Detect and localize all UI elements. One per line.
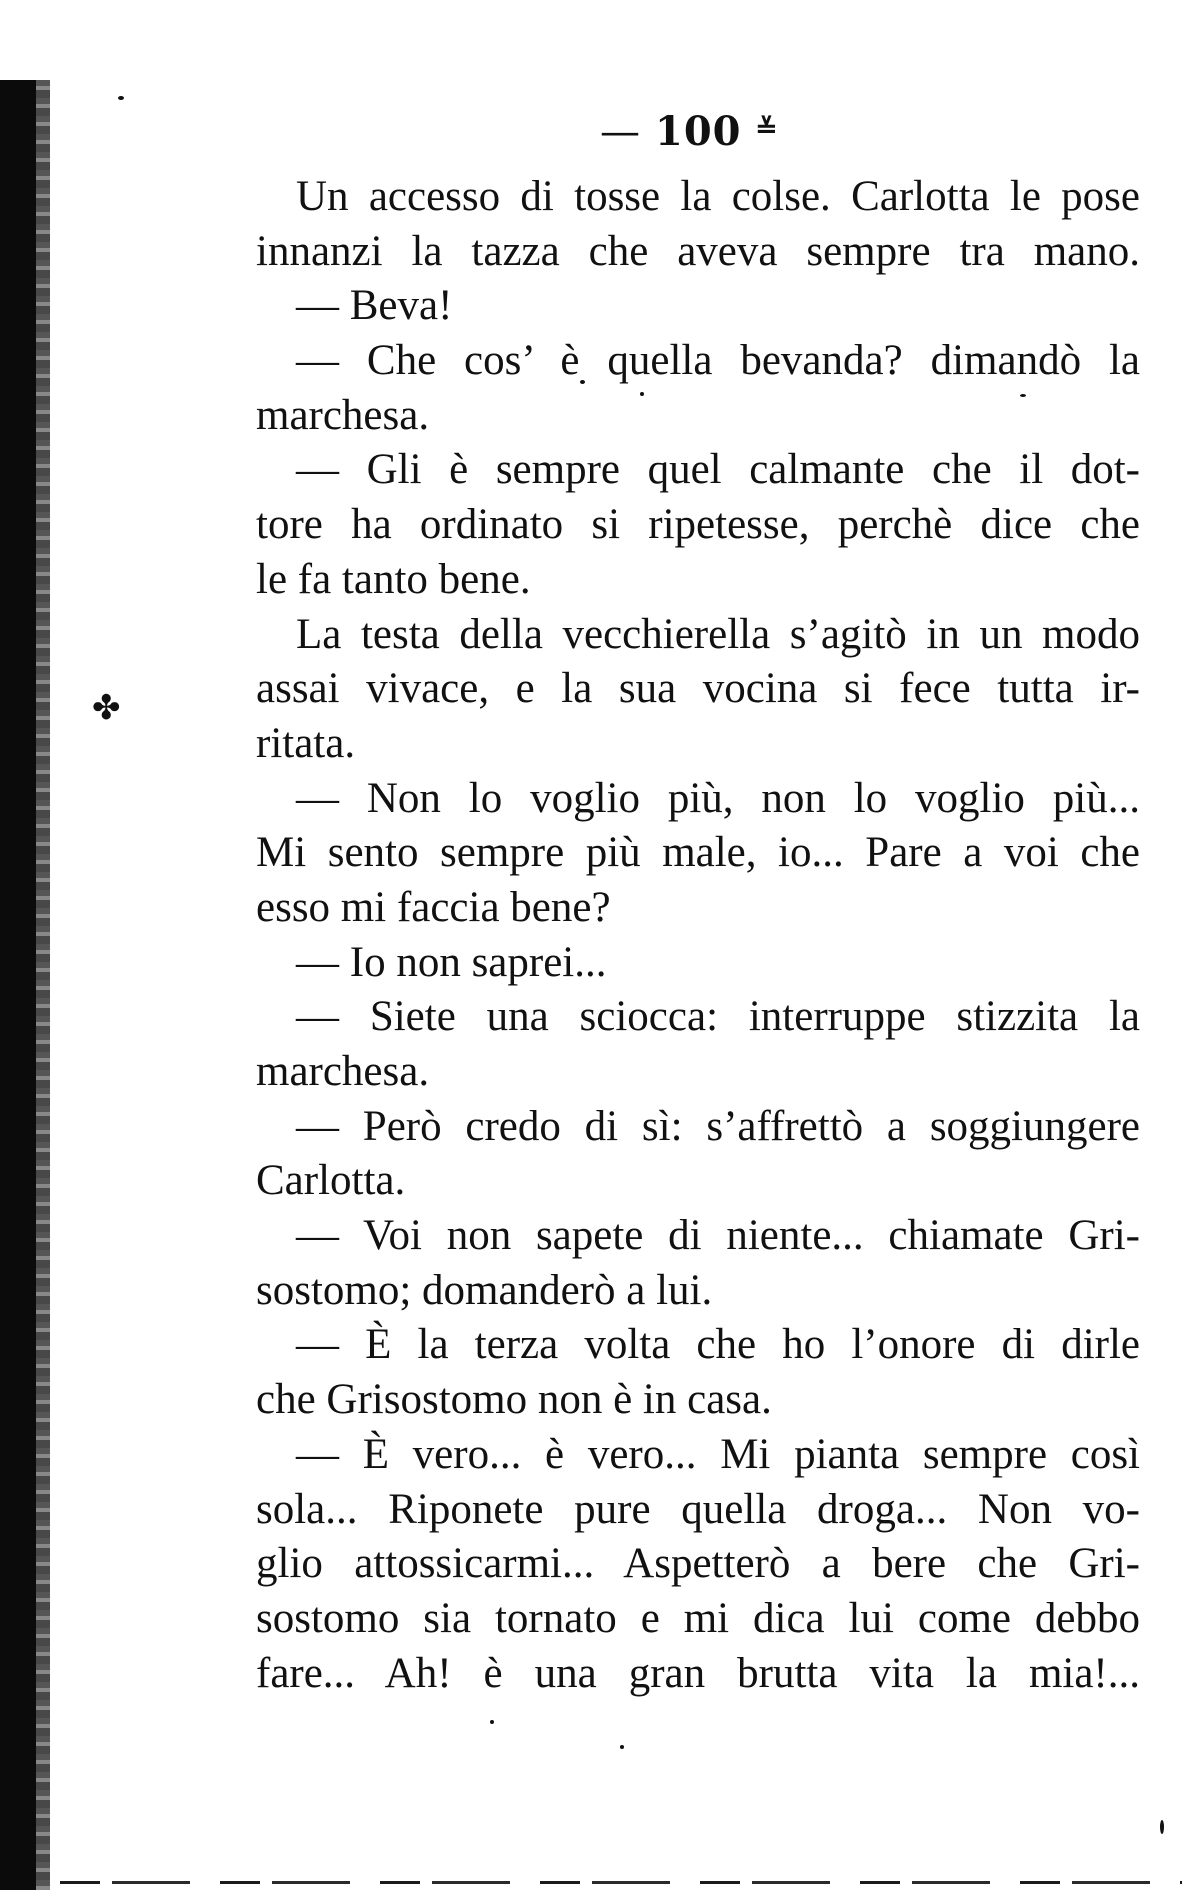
text-line: esso mi faccia bene? [256,883,611,931]
page-number: 100 [655,108,742,155]
text-line: — È vero... è vero... Mi pianta sempre così [296,1430,1140,1478]
text-line: fare... Ah! è una gran brutta vita la mia!... [256,1649,1140,1697]
ink-speck [118,96,124,100]
margin-ornament-icon: ✤ [92,688,121,728]
text-line: Mi sento sempre più male, io... Pare a voi che [256,829,1140,877]
text-line: tore ha ordinato si ripetesse, perchè dice che [256,501,1140,549]
text-line: La testa della vecchierella s’agitò in un modo [296,610,1140,658]
text-line: Un accesso di tosse la colse. Carlotta le pose [296,173,1140,220]
text-line: — Beva! [296,282,453,330]
ink-speck [1160,1820,1164,1834]
text-line: le fa tanto bene. [256,555,531,603]
text-line: — È la terza volta che ho l’onore di dirle [296,1321,1140,1369]
text-line: glio attossicarmi... Aspetterò a bere che Gri- [256,1540,1140,1588]
header-dash: — [600,109,641,155]
text-line: — Non lo voglio più, non lo voglio più... [296,774,1140,822]
text-line: sola... Riponete pure quella droga... Non vo- [256,1485,1140,1533]
header-flourish-icon: ≚ [755,114,779,144]
text-line: sostomo; domanderò a lui. [256,1266,713,1314]
text-line: marchesa. [256,391,430,439]
text-line: ritata. [256,719,356,767]
text-line: — Io non saprei... [296,938,607,986]
text-line: — Gli è sempre quel calmante che il dot- [296,446,1140,494]
ink-speck [490,1720,494,1724]
text-line: — Però credo di sì: s’affrettò a soggiungere [296,1102,1140,1150]
text-line: sostomo sia tornato e mi dica lui come debbo [256,1594,1140,1642]
page-bottom-edge [60,1881,1182,1884]
body-text [256,170,1140,1701]
text-line: — Voi non sapete di niente... chiamate Gri- [296,1212,1140,1260]
text-line: — Che cos’ è quella bevanda? dimandò la [296,337,1140,385]
text-line: — Siete una sciocca: interruppe stizzita la [296,993,1140,1041]
book-spine-shadow [0,80,36,1890]
text-line: Carlotta. [256,1157,406,1205]
book-spine-edge [36,80,50,1890]
text-line: assai vivace, e la sua vocina si fece tutta ir- [256,665,1140,713]
text-line: marchesa. [256,1048,430,1095]
ink-speck [620,1745,624,1749]
page-header [600,108,778,155]
text-line: che Grisostomo non è in casa. [256,1376,772,1424]
text-line: innanzi la tazza che aveva sempre tra mano. [256,227,1140,275]
